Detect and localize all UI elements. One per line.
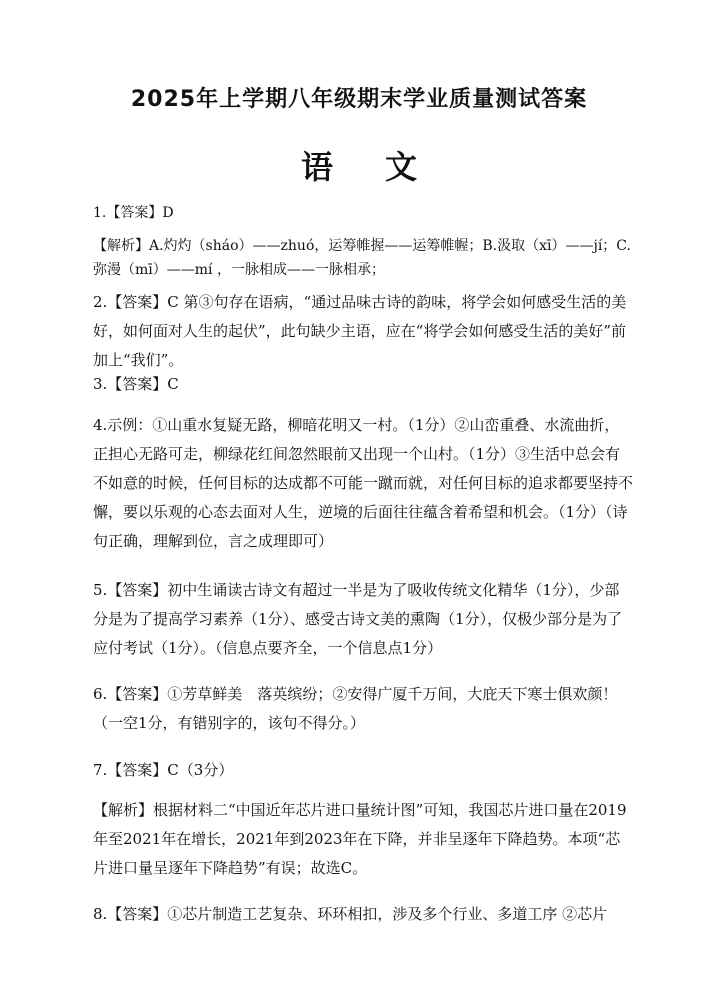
document-title: 2025年上学期八年级期末学业质量测试答案 [130,87,588,112]
answer-paragraph: 【解析】根据材料二“中国近年芯片进口量统计图”可知，我国芯片进口量在2019年至2021年在增长，2021年到2023年在下降，并非呈逐年下降趋势。本项“芯片进口量呈逐年下降趋势”有误；故选C。 [93,801,627,877]
answer-paragraph: 1.【答案】D [93,205,174,221]
answer-paragraph: 3.【答案】C [93,375,179,393]
subject-char: 文 [385,148,418,186]
answer-paragraph: 4.示例：①山重水复疑无路，柳暗花明又一村。（1分）②山峦重叠、水流曲折，正担心无路可走，柳绿花红间忽然眼前又出现一个山村。（1分）③生活中总会有不如意的时候，任何目标的达成都不可能一蹴而就，对任何目标的追求都要坚持不懈，要以乐观的心态去面对人生，逆境的后面往往蕴含着希望和机会。（1分）（诗句正确，理解到位，言之成理即可） [93,416,634,550]
answer-paragraph: 5.【答案】初中生诵读古诗文有超过一半是为了吸收传统文化精华（1分），少部分是为了提高学习素养（1分）、感受古诗文美的熏陶（1分），仅极少部分是为了应付考试（1分）。（信息点要齐全，一个信息点1分） [93,581,623,657]
subject-heading [0,142,718,188]
answer-paragraph: 6.【答案】①芳草鲜美 落英缤纷；②安得广厦千万间，大庇天下寒士俱欢颜！（一空1分，有错别字的，该句不得分。） [93,685,618,732]
subject-char: 语 [300,148,333,186]
answer-paragraph: 8.【答案】①芯片制造工艺复杂、环环相扣，涉及多个行业、多道工序 ②芯片 [93,905,608,923]
answer-paragraph: 【解析】A.灼灼（sháo）——zhuó，运筹帷握——运筹帷幄；B.汲取（xī）——jí；C.弥漫（mī）——mí ，一脉相成——一脉相承； [93,238,631,278]
answer-paragraph: 2.【答案】C 第③句存在语病，“通过品味古诗的韵味，将学会如何感受生活的美好，如何面对人生的起伏”，此句缺少主语，应在“将学会如何感受生活的美好”前加上“我们”。 [93,293,627,369]
answer-paragraph: 7.【答案】C（3分） [93,761,234,779]
